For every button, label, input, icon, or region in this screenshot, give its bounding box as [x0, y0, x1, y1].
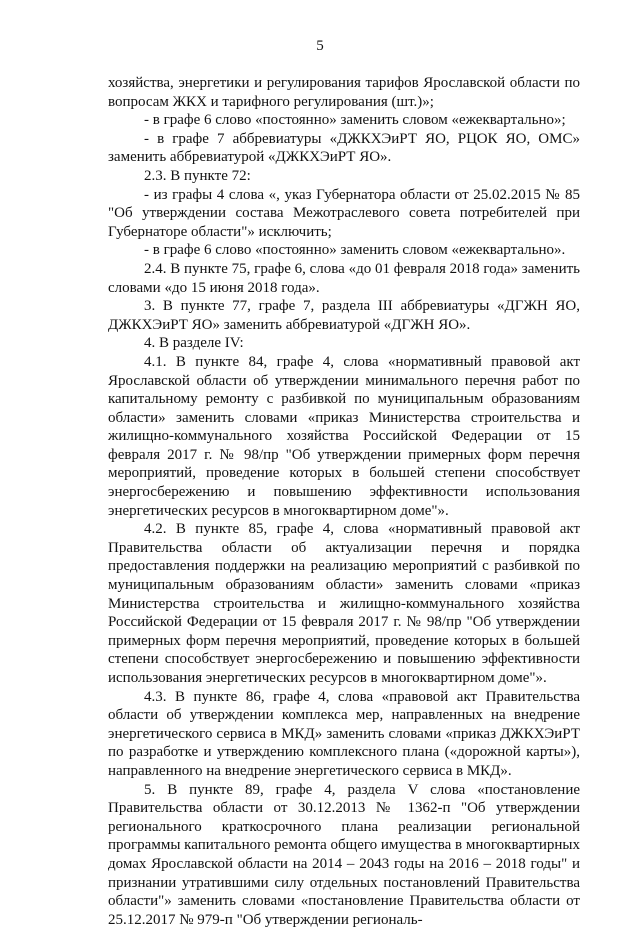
paragraph-item: - в графе 6 слово «постоянно» заменить словом «ежеквартально»; — [144, 112, 566, 129]
paragraph-subpoint-4-1: 4.1. В пункте 84, графе 4, слова «нормативный правовой акт Ярославской области об утверждении минимального перечня работ по капитальному ремонту с разбивкой по муниципальным образованиям области» заменить словами «приказ Министерства строительства и жилищно-коммунального хозяйства Российской Федерации от 15 февраля 2017 г. № 98/пр "Об утверждении примерных форм перечня мероприятий, проведение которых в большей степени способствует энергосбережению и повышению эффективности использования энергетических ресурсов в многоквартирном доме"». — [108, 353, 580, 519]
paragraph-point-4: 4. В разделе IV: — [144, 335, 244, 352]
paragraph-subpoint-4-3: 4.3. В пункте 86, графе 4, слова «правовой акт Правительства области об утверждении комплекса мер, направленных на внедрение энергетического сервиса в МКД» заменить словами «приказ ДЖКХЭиРТ по разработке и утверждению комплексного плана («дорожной карты»), направленного на внедрение энергетического сервиса в МКД». — [108, 688, 580, 779]
document-body — [108, 74, 580, 929]
paragraph-item: - из графы 4 слова «, указ Губернатора области от 25.02.2015 № 85 "Об утверждении состава Межотраслевого совета потребителей при Губернаторе области"» исключить; — [108, 186, 580, 240]
paragraph-item: - в графе 7 аббревиатуры «ДЖКХЭиРТ ЯО, РЦОК ЯО, ОМС» заменить аббревиатурой «ДЖКХЭиРТ ЯО». — [108, 130, 580, 166]
page-number: 5 — [316, 38, 324, 54]
paragraph-point-5: 5. В пункте 89, графе 4, раздела V слова «постановление Правительства области от 30.12.2013 № 1362-п "Об утверждении регионального краткосрочного плана реализации региональной программы капитального ремонта общего имущества в многоквартирных домах Ярославской области на 2014 – 2043 годы на 2016 – 2018 годы" и признании утратившими силу отдельных постановлений Правительства области"» заменить словами «постановление Правительства области от 25.12.2017 № 979-п "Об утверждении региональ- — [108, 781, 580, 928]
paragraph-subpoint-4-2: 4.2. В пункте 85, графе 4, слова «нормативный правовой акт Правительства области об актуализации перечня и порядка предоставления поддержки на реализацию мероприятий с разбивкой по муниципальным образованиям области» заменить словами «приказ Министерства строительства и жилищно-коммунального хозяйства Российской Федерации от 15 февраля 2017 г. № 98/пр "Об утверждении примерных форм перечня мероприятий, проведение которых в большей степени способствует энергосбережению и повышению эффективности использования энергетических ресурсов в многоквартирном доме"». — [108, 521, 580, 686]
paragraph-subpoint-2-4: 2.4. В пункте 75, графе 6, слова «до 01 февраля 2018 года» заменить словами «до 15 июня 2018 года». — [108, 260, 580, 296]
paragraph-item: - в графе 6 слово «постоянно» заменить словом «ежеквартально». — [144, 242, 566, 259]
paragraph-subpoint-2-3: 2.3. В пункте 72: — [144, 167, 251, 184]
paragraph-point-3: 3. В пункте 77, графе 7, раздела III аббревиатуры «ДГЖН ЯО, ДЖКХЭиРТ ЯО» заменить аббревиатурой «ДГЖН ЯО». — [108, 298, 580, 333]
paragraph-continuation: хозяйства, энергетики и регулирования тарифов Ярославской области по вопросам ЖКХ и тарифного регулирования (шт.)»; — [108, 75, 580, 110]
